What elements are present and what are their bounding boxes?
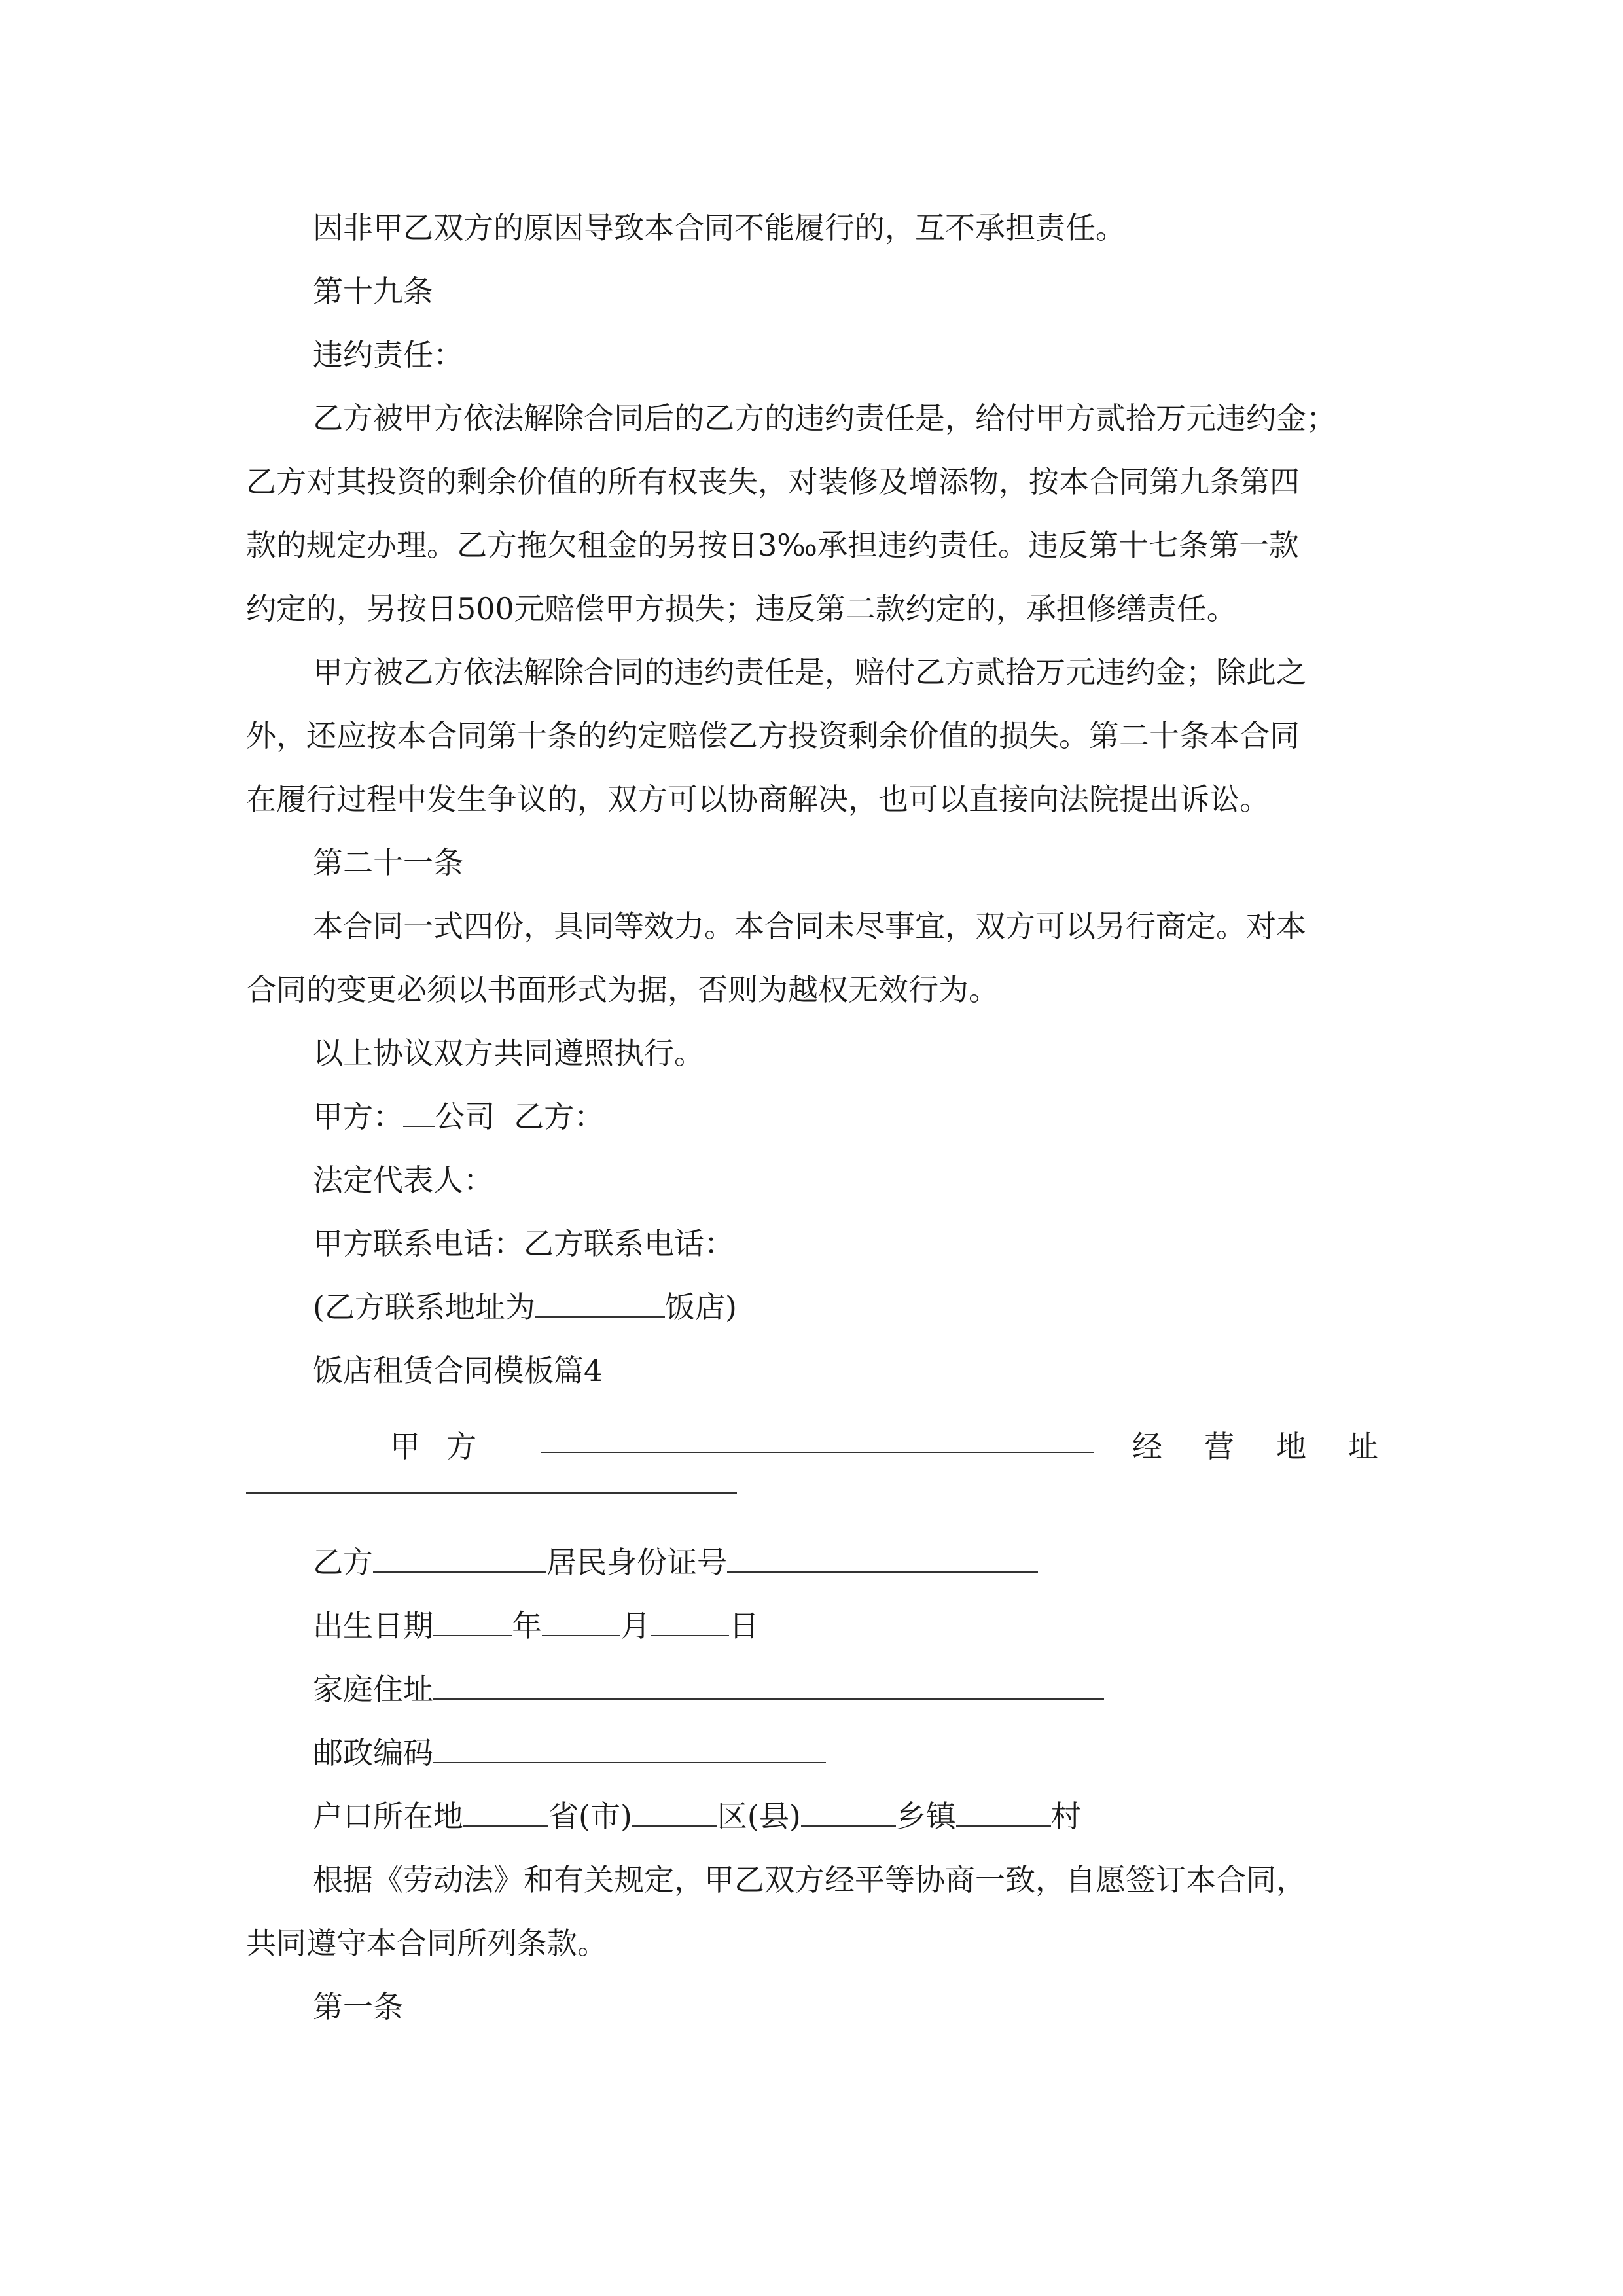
- phones-line: 甲方联系电话：乙方联系电话：: [313, 1226, 734, 1261]
- month-blank: [542, 1607, 620, 1636]
- year-label: 年: [512, 1608, 542, 1643]
- village-blank: [956, 1798, 1051, 1827]
- party-a-suffix: 公司: [435, 1099, 495, 1134]
- party-a-label: 甲方：: [313, 1099, 403, 1134]
- id-number-label: 居民身份证号: [546, 1545, 727, 1580]
- day-blank: [651, 1607, 729, 1636]
- hukou-line: [246, 1785, 1378, 1848]
- address-suffix: 饭店): [664, 1289, 737, 1325]
- district-blank: [632, 1798, 717, 1827]
- birth-date-label: 出生日期: [313, 1608, 433, 1643]
- paragraph: 在履行过程中发生争议的，双方可以协商解决，也可以直接向法院提出诉讼。: [246, 781, 1270, 817]
- home-address-blank: [433, 1671, 1104, 1700]
- hukou-label: 户口所在地: [313, 1799, 463, 1834]
- address-line: [246, 1276, 1378, 1339]
- postcode-line: [246, 1721, 1378, 1785]
- paragraph: 乙方对其投资的剩余价值的所有权丧失，对装修及增添物，按本合同第九条第四: [246, 464, 1300, 499]
- home-address-label: 家庭住址: [313, 1672, 433, 1707]
- paragraph: 乙方被甲方依法解除合同后的乙方的违约责任是，给付甲方贰拾万元违约金；: [313, 401, 1336, 436]
- birth-date-line: [246, 1594, 1378, 1658]
- party-a-blank: [403, 1098, 435, 1127]
- day-label: 日: [729, 1608, 759, 1643]
- postcode-blank: [433, 1734, 826, 1763]
- town-label: 乡镇: [895, 1799, 956, 1834]
- party-a-header-label: 甲方: [390, 1429, 503, 1464]
- month-label: 月: [620, 1608, 651, 1643]
- paragraph: 因非甲乙双方的原因导致本合同不能履行的，互不承担责任。: [313, 210, 1126, 245]
- id-number-blank: [727, 1544, 1038, 1573]
- section-title: 饭店租赁合同模板篇4: [313, 1353, 603, 1388]
- article-heading: 第二十一条: [313, 845, 463, 880]
- section-label: 违约责任：: [313, 337, 463, 372]
- document-body: [246, 196, 1420, 2039]
- paragraph: 根据《劳动法》和有关规定，甲乙双方经平等协商一致，自愿签订本合同，: [313, 1862, 1306, 1897]
- address-prefix: (乙方联系地址为: [313, 1289, 535, 1325]
- paragraph: 本合同一式四份，具同等效力。本合同未尽事宜，双方可以另行商定。对本: [313, 908, 1306, 944]
- paragraph: 甲方被乙方依法解除合同的违约责任是，赔付乙方贰拾万元违约金；除此之: [313, 655, 1306, 690]
- paragraph: 合同的变更必须以书面形式为据，否则为越权无效行为。: [246, 972, 999, 1007]
- address-blank: [535, 1289, 665, 1318]
- paragraph: 外，还应按本合同第十条的约定赔偿乙方投资剩余价值的损失。第二十条本合同: [246, 718, 1300, 753]
- article-heading: 第十九条: [313, 274, 433, 309]
- province-label: 省(市): [548, 1799, 632, 1834]
- paragraph: 款的规定办理。乙方拖欠租金的另按日3‰承担违约责任。违反第十七条第一款: [246, 528, 1299, 563]
- paragraph: 共同遵守本合同所列条款。: [246, 1926, 607, 1961]
- legal-rep-line: 法定代表人：: [313, 1162, 493, 1198]
- business-address-label: 经营地址: [1132, 1429, 1420, 1464]
- party-a-header-row: [246, 1403, 1420, 1466]
- year-blank: [433, 1607, 512, 1636]
- postcode-label: 邮政编码: [313, 1735, 433, 1770]
- paragraph: 以上协议双方共同遵照执行。: [313, 1035, 704, 1071]
- province-blank: [463, 1798, 548, 1827]
- paragraph: 约定的，另按日500元赔偿甲方损失；违反第二款约定的，承担修缮责任。: [246, 591, 1237, 626]
- town-blank: [801, 1798, 896, 1827]
- party-b-form-label: 乙方: [313, 1545, 373, 1580]
- article-heading: 第一条: [313, 1989, 403, 2024]
- district-label: 区(县): [717, 1799, 801, 1834]
- village-label: 村: [1050, 1799, 1081, 1834]
- business-address-blank: [246, 1466, 737, 1494]
- party-b-label: 乙方：: [514, 1099, 605, 1134]
- party-b-line: [246, 1531, 1378, 1594]
- home-address-line: [246, 1658, 1378, 1721]
- party-a-name-blank: [541, 1424, 1094, 1453]
- signature-party-line: [246, 1085, 1378, 1149]
- party-b-name-blank: [373, 1544, 546, 1573]
